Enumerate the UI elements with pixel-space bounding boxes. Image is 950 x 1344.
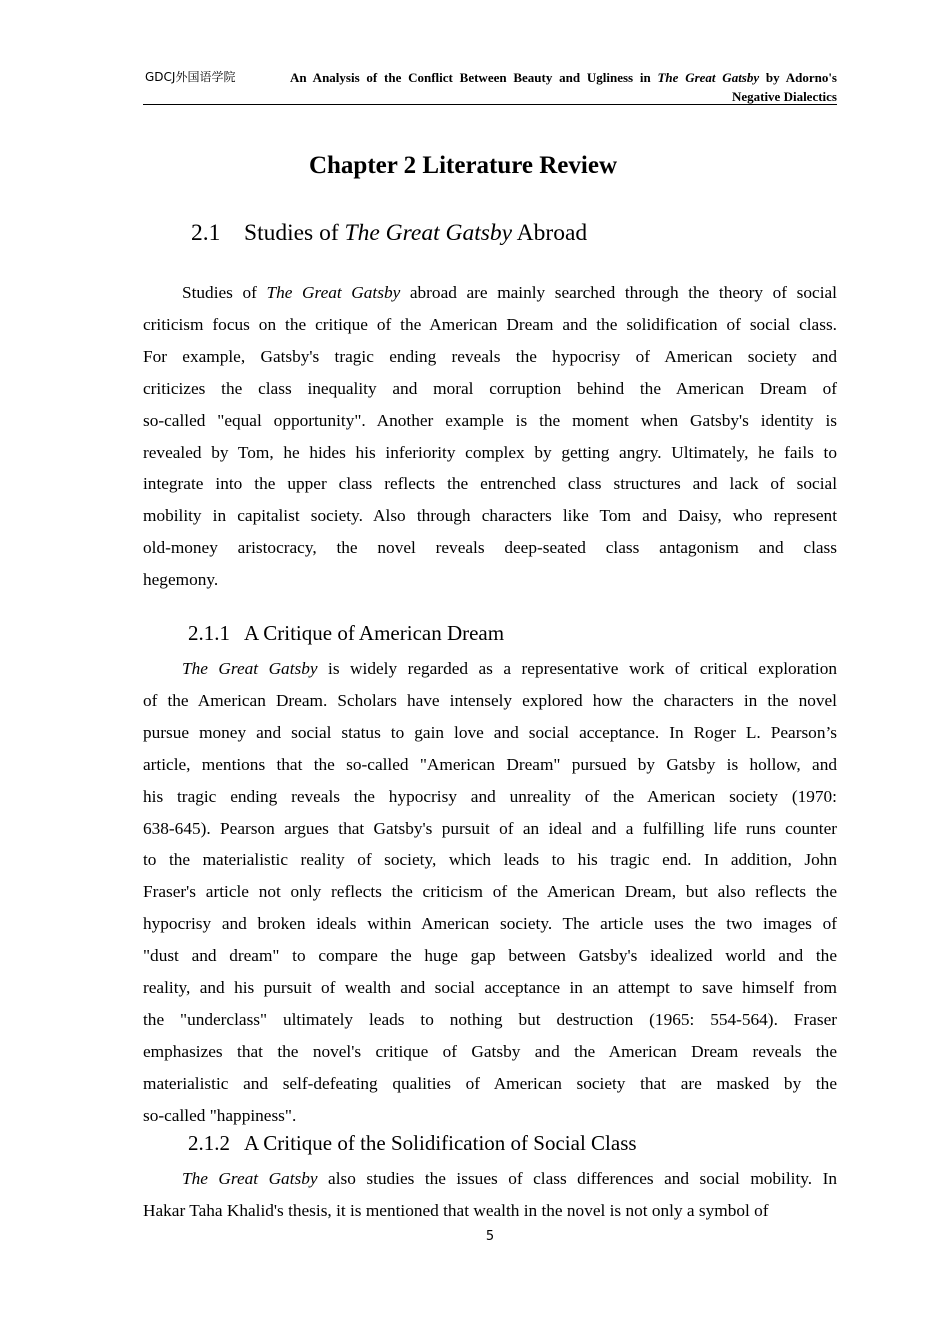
subsection-heading-social-class: 2.1.2 A Critique of the Solidification of Social Class bbox=[188, 1131, 637, 1155]
header-running-title: An Analysis of the Conflict Between Beauty and Ugliness in The Great Gatsby by Adorno's Negative Dialectics bbox=[290, 70, 837, 104]
subsection-heading-american-dream: 2.1.1 A Critique of American Dream bbox=[188, 621, 505, 645]
text-line: his tragic ending reveals the hypocrisy and unreality of the American society (1970: bbox=[143, 786, 837, 806]
text-line: criticism focus on the critique of the American Dream and the solidification of social class. bbox=[143, 314, 837, 334]
text-line: of the American Dream. Scholars have intensely explored how the characters in the novel bbox=[143, 690, 837, 710]
header-rule bbox=[143, 104, 837, 105]
text-line: integrate into the upper class reflects the entrenched class structures and lack of social bbox=[143, 474, 837, 494]
section-heading: 2.1 Studies of The Great Gatsby Abroad bbox=[191, 220, 588, 246]
text-line: mobility in capitalist society. Also through characters like Tom and Daisy, who represent bbox=[143, 506, 837, 526]
section-number: 2.1 bbox=[191, 220, 221, 246]
text-line: Fraser's article not only reflects the criticism of the American Dream, but also reflects the bbox=[143, 882, 837, 902]
text-line: materialistic and self-defeating qualities of American society that are masked by the bbox=[143, 1073, 837, 1093]
text-line: The Great Gatsby also studies the issues of class differences and social mobility. In bbox=[182, 1169, 837, 1188]
text-line: pursue money and social status to gain love and social acceptance. In Roger L. Pearson’s bbox=[143, 722, 837, 742]
text-line: so-called "equal opportunity". Another example is the moment when Gatsby's identity is bbox=[143, 410, 837, 430]
text-line: reality, and his pursuit of wealth and social acceptance in an attempt to save himself from bbox=[143, 978, 837, 998]
text-line: 638-645). Pearson argues that Gatsby's pursuit of an ideal and a fulfilling life runs counter bbox=[143, 818, 837, 838]
text-line: For example, Gatsby's tragic ending reveals the hypocrisy of American society and bbox=[143, 346, 837, 366]
text-line: emphasizes that the novel's critique of Gatsby and the American Dream reveals the bbox=[143, 1041, 837, 1061]
paragraph-american-dream bbox=[143, 653, 837, 1132]
chapter-title: Chapter 2 Literature Review bbox=[308, 152, 618, 179]
paragraph-social-class bbox=[143, 1163, 837, 1227]
text-line: Hakar Taha Khalid's thesis, it is mentioned that wealth in the novel is not only a symbol of bbox=[143, 1200, 769, 1220]
text-line: criticizes the class inequality and moral corruption behind the American Dream of bbox=[143, 378, 837, 398]
paragraph-studies-abroad bbox=[143, 277, 837, 596]
page-number: 5 bbox=[485, 1229, 495, 1244]
text-line: Studies of The Great Gatsby abroad are mainly searched through the theory of social bbox=[182, 283, 837, 302]
text-line: article, mentions that the so-called "American Dream" pursued by Gatsby is hollow, and bbox=[143, 754, 837, 774]
text-line: old-money aristocracy, the novel reveals deep-seated class antagonism and class bbox=[143, 538, 837, 558]
header-institution: GDCJ外国语学院 bbox=[145, 70, 236, 84]
text-line: the "underclass" ultimately leads to nothing but destruction (1965: 554-564). Fraser bbox=[143, 1009, 837, 1029]
text-line: hegemony. bbox=[143, 570, 219, 590]
text-line: to the materialistic reality of society, which leads to his tragic end. In addition, John bbox=[143, 850, 837, 870]
text-line: hypocrisy and broken ideals within American society. The article uses the two images of bbox=[143, 914, 837, 934]
text-line: so-called "happiness". bbox=[143, 1105, 297, 1125]
text-line: The Great Gatsby is widely regarded as a representative work of critical exploration bbox=[182, 659, 837, 678]
text-line: "dust and dream" to compare the huge gap between Gatsby's idealized world and the bbox=[143, 946, 837, 966]
text-line: revealed by Tom, he hides his inferiority complex by getting angry. Ultimately, he fails to bbox=[143, 442, 837, 462]
